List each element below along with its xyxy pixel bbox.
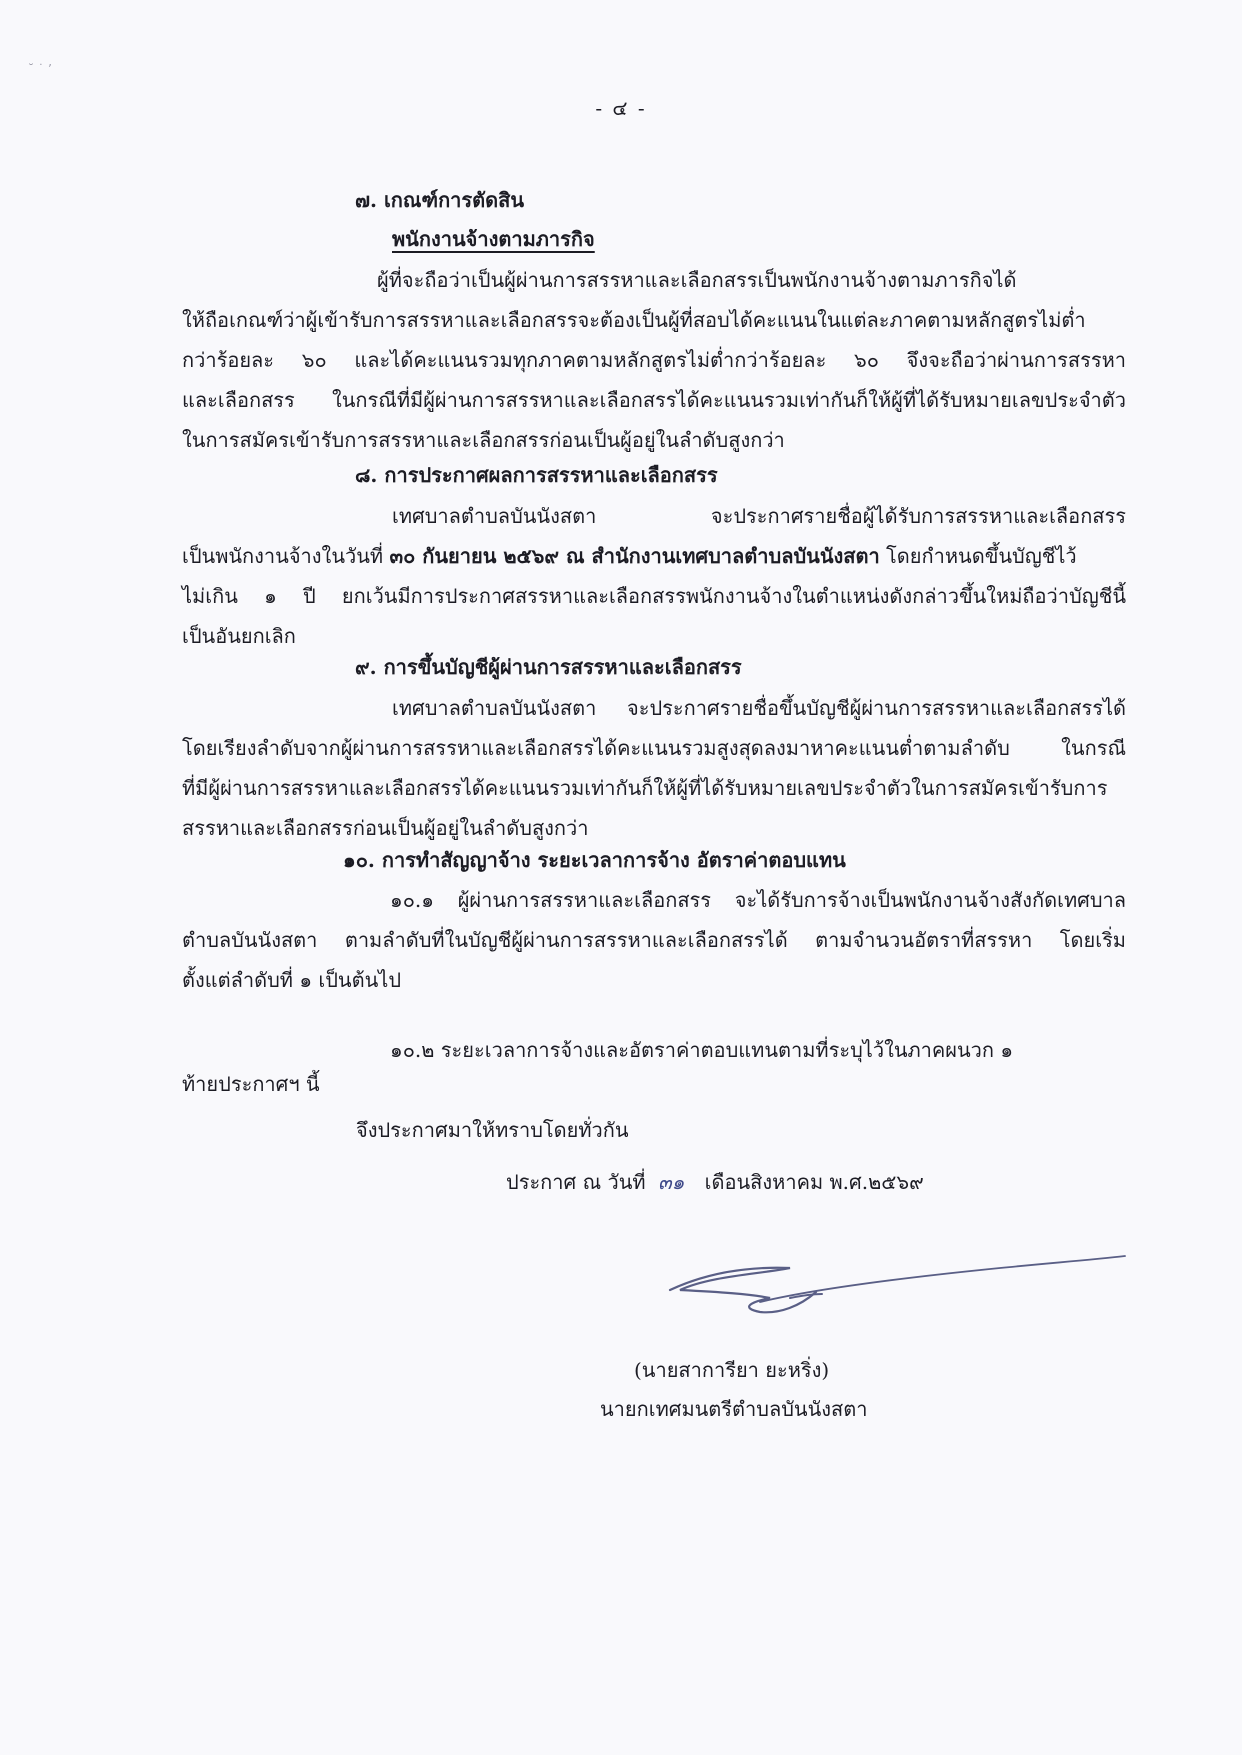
scan-artifact: ˘ ˙ ʼ — [28, 62, 52, 76]
section-8-line: เทศบาลตำบลบันนังสตา จะประกาศรายชื่อผู้ได้รับการสรรหาและเลือกสรร — [392, 504, 1126, 528]
section-7-line: ให้ถือเกณฑ์ว่าผู้เข้ารับการสรรหาและเลือกสรรจะต้องเป็นผู้ที่สอบได้คะแนนในแต่ละภาคตามหลักสูตรไม่ต่ำ — [182, 308, 1086, 332]
date-suffix: เดือนสิงหาคม พ.ศ.๒๕๖๙ — [704, 1170, 924, 1194]
page-number: - ๔ - — [595, 96, 647, 120]
signatory-position: นายกเทศมนตรีตำบลบันนังสตา — [600, 1397, 868, 1421]
section-7-subheading: พนักงานจ้างตามภารกิจ — [392, 227, 595, 251]
announcement-date-place: ๓๐ กันยายน ๒๕๖๙ ณ สำนักงานเทศบาลตำบลบันนังสตา — [389, 544, 880, 568]
date-prefix: ประกาศ ณ วันที่ — [506, 1170, 646, 1194]
section-7-heading: ๗. เกณฑ์การตัดสิน — [355, 188, 525, 212]
section-7-line: ผู้ที่จะถือว่าเป็นผู้ผ่านการสรรหาและเลือกสรรเป็นพนักงานจ้างตามภารกิจได้ — [377, 268, 1017, 292]
section-8-heading: ๘. การประกาศผลการสรรหาและเลือกสรร — [355, 463, 718, 487]
section-10-1-line: ตำบลบันนังสตา ตามลำดับที่ในบัญชีผู้ผ่านการสรรหาและเลือกสรรได้ ตามจำนวนอัตราที่สรรหา โดยเริ่ม — [182, 928, 1126, 952]
section-10-2-line: ท้ายประกาศฯ นี้ — [182, 1072, 320, 1096]
section-10-1-line: ๑๐.๑ ผู้ผ่านการสรรหาและเลือกสรร จะได้รับการจ้างเป็นพนักงานจ้างสังกัดเทศบาล — [390, 888, 1126, 912]
section-7-line: กว่าร้อยละ ๖๐ และได้คะแนนรวมทุกภาคตามหลักสูตรไม่ต่ำกว่าร้อยละ ๖๐ จึงจะถือว่าผ่านการสรรหา — [182, 348, 1126, 372]
section-9-line: โดยเรียงลำดับจากผู้ผ่านการสรรหาและเลือกสรรได้คะแนนรวมสูงสุดลงมาหาคะแนนต่ำตามลำดับ ในกรณี — [182, 736, 1126, 760]
date-day-handwritten: ๓๑ — [657, 1170, 685, 1194]
section-8-text: โดยกำหนดขึ้นบัญชีไว้ — [879, 544, 1077, 568]
section-9-line: ที่มีผู้ผ่านการสรรหาและเลือกสรรได้คะแนนรวมเท่ากันก็ให้ผู้ที่ได้รับหมายเลขประจำตัวในการสมัครเข้ารับการ — [182, 776, 1108, 800]
announcement-date — [506, 1168, 924, 1196]
signatory-name: (นายสาการียา ยะหริ่ง) — [634, 1358, 830, 1382]
section-7-line: ในการสมัครเข้ารับการสรรหาและเลือกสรรก่อนเป็นผู้อยู่ในลำดับสูงกว่า — [182, 428, 785, 452]
handwritten-signature — [640, 1232, 1140, 1322]
section-8-line: เป็นอันยกเลิก — [182, 624, 296, 648]
section-7-line: และเลือกสรร ในกรณีที่มีผู้ผ่านการสรรหาและเลือกสรรได้คะแนนรวมเท่ากันก็ให้ผู้ที่ได้รับหมายเลขประจำตัว — [182, 388, 1126, 412]
closing-announcement: จึงประกาศมาให้ทราบโดยทั่วกัน — [356, 1118, 629, 1142]
section-10-heading: ๑๐. การทำสัญญาจ้าง ระยะเวลาการจ้าง อัตราค่าตอบแทน — [343, 848, 846, 872]
section-9-heading: ๙. การขึ้นบัญชีผู้ผ่านการสรรหาและเลือกสรร — [355, 655, 742, 679]
section-8-text: เป็นพนักงานจ้างในวันที่ — [182, 544, 390, 568]
section-9-line: เทศบาลตำบลบันนังสตา จะประกาศรายชื่อขึ้นบัญชีผู้ผ่านการสรรหาและเลือกสรรได้ — [392, 696, 1126, 720]
section-10-2-line: ๑๐.๒ ระยะเวลาการจ้างและอัตราค่าตอบแทนตามที่ระบุไว้ในภาคผนวก ๑ — [390, 1038, 1014, 1062]
section-10-1-line: ตั้งแต่ลำดับที่ ๑ เป็นต้นไป — [182, 968, 402, 992]
section-8-line-with-date — [182, 542, 1077, 570]
section-9-line: สรรหาและเลือกสรรก่อนเป็นผู้อยู่ในลำดับสูงกว่า — [182, 816, 589, 840]
section-8-line: ไม่เกิน ๑ ปี ยกเว้นมีการประกาศสรรหาและเลือกสรรพนักงานจ้างในตำแหน่งดังกล่าวขึ้นใหม่ถือว่าบัญชีนี้ — [182, 584, 1126, 608]
